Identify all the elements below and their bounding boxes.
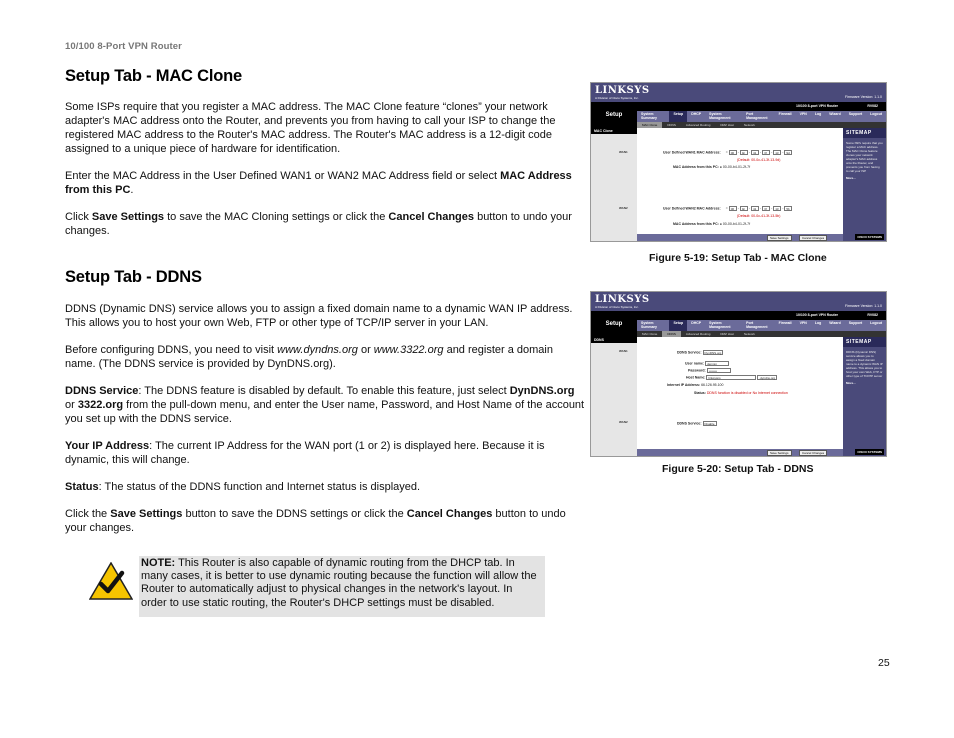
wan2-mac-field-6[interactable]: 5b [784, 206, 792, 211]
note-text: This Router is also capable of dynamic routing from the DHCP tab. In many cases, it is better to use dynamic routing because the function will allow the Router to automatically adjust to physical changes in the network's layout. In order to use static routing, the Router's DHCP settings must be disabled. [141, 557, 537, 609]
more-link[interactable]: More... [846, 176, 856, 180]
wan1-mac-field-4[interactable]: 3f [762, 150, 770, 155]
mac-clone-paragraph-3: Click Save Settings to save the MAC Cloning settings or click the Cancel Changes button to undo your changes. [65, 211, 572, 237]
wan2-label: WAN2 [619, 206, 628, 210]
tab-support[interactable]: Support [848, 321, 863, 325]
product-name: 10/100 8-port VPN Router [796, 104, 839, 108]
running-header: 10/100 8-Port VPN Router [65, 41, 182, 52]
cisco-logo: CISCO SYSTEMS [857, 235, 882, 239]
wan2-label: WAN2 [619, 420, 628, 424]
wan2-mac-field-2[interactable]: 0c [740, 206, 748, 211]
subtab-mac-clone[interactable]: MAC Clone [637, 122, 662, 128]
tab-port-management[interactable]: Port Management [746, 112, 768, 120]
section-title-mac-clone: Setup Tab - MAC Clone [65, 67, 242, 85]
product-name: 10/100 8-port VPN Router [796, 313, 839, 317]
tab-vpn[interactable]: VPN [799, 112, 807, 116]
wan2-mac-field-5[interactable]: 13 [773, 206, 781, 211]
wan2-mac-field-3[interactable]: 41 [751, 206, 759, 211]
checkmark-note-icon [89, 562, 133, 600]
figure-ddns-screenshot [590, 291, 887, 457]
cisco-logo: CISCO SYSTEMS [857, 450, 882, 454]
wan2-default-mac: (Default: 00-0c-41-3f-13-5b) [737, 214, 781, 218]
help-text: Some ISPs require that you register a MAC address. The MAC Clone feature clones your network adapter's MAC address onto the Router, and prevents you from having to call your ISP [846, 141, 883, 173]
hostname-suffix-select[interactable]: .dyndns.org [759, 376, 776, 380]
wan1-mac-field-2[interactable]: 0c [740, 150, 748, 155]
status-row: Status: DDNS function is disabled or No Internet connection [694, 391, 788, 395]
subtab-network[interactable]: Network [743, 332, 755, 336]
tab-logout[interactable]: Logout [870, 112, 882, 116]
password-row: Password: •••••••• [688, 368, 731, 373]
ddns-service-select-wan2[interactable]: Disable [704, 422, 715, 426]
ddns-service-row-wan2: DDNS Service: Disable [677, 421, 715, 426]
router-main-panel [637, 128, 843, 241]
tab-logout[interactable]: Logout [870, 321, 882, 325]
tab-dhcp[interactable]: DHCP [691, 321, 702, 325]
router-nav-bar [591, 102, 886, 128]
wan1-mac-row: User Defined WAN1 MAC Address: ○ 00 - 0c - 41 - 3f - 13 - 9d [663, 150, 792, 155]
cancel-changes-button[interactable]: Cancel Changes [799, 235, 827, 241]
router-header-bar [591, 292, 886, 311]
tab-dhcp[interactable]: DHCP [691, 112, 702, 116]
firmware-version: Firmware Version: 1.1.0 [845, 95, 882, 99]
subtab-mac-clone[interactable]: MAC Clone [642, 332, 658, 336]
subtab-ddns[interactable]: DDNS [662, 331, 681, 337]
hostname-row: Host Name: linksysns .dyndns.org [686, 375, 776, 380]
ddns-body [65, 302, 585, 548]
page-number: 25 [878, 657, 890, 669]
status-value: DDNS function is disabled or No Internet connection [706, 391, 788, 395]
wan1-label: WAN1 [619, 349, 628, 353]
wan1-mac-field-1[interactable]: 00 [729, 150, 737, 155]
subtab-dmz-host[interactable]: DMZ Host [720, 332, 734, 336]
router-footer [637, 449, 843, 456]
tab-setup[interactable]: Setup [669, 111, 687, 122]
tab-wizard[interactable]: Wizard [829, 112, 841, 116]
sitemap-panel [843, 337, 886, 456]
ddns-service-select-wan1[interactable]: DynDNS.org [704, 351, 722, 355]
sidebar-section-ddns: DDNS [591, 337, 637, 343]
tab-port-management[interactable]: Port Management [746, 321, 768, 329]
wan1-default-mac: (Default: 00-0c-41-3f-13-9d) [737, 158, 781, 162]
linksys-logo: LINKSYS A Division of Cisco Systems, Inc. [595, 85, 650, 100]
tab-firewall[interactable]: Firewall [778, 321, 792, 325]
sitemap-link[interactable]: SITEMAP [843, 337, 886, 347]
ddns-paragraph-5: Status: The status of the DDNS function and Internet status is displayed. [65, 481, 421, 493]
help-text: DDNS (Dynamic DNS) service allows you to assign a fixed domain name to a dynamic WAN IP address. This allows you to host your own Web, FTP or other type of TCP/IP server [846, 350, 883, 378]
ddns-paragraph-2: Before configuring DDNS, you need to visit www.dyndns.org or www.3322.org and register a domain name. (The DDNS service is provided by DynDNS.org). [65, 344, 553, 370]
main-tabs [637, 320, 886, 331]
wan2-mac-row: User Defined WAN2 MAC Address: ○ 00 - 0c - 41 - 3f - 13 - 5b [663, 206, 792, 211]
mac-clone-paragraph-1: Some ISPs require that you register a MAC address. The MAC Clone feature “clones” your network adapter's MAC address onto the Router, and prevents you from having to call your ISP to change the registered MAC address to the Router's MAC address. The Router's MAC address is a 12-digit code assigned to a unique piece of hardware for identification. [65, 101, 556, 155]
wan2-pc-mac-row: MAC Address from this PC: ● 00-00-b4-01-2f-7f [673, 222, 751, 226]
wan1-mac-field-6[interactable]: 9d [784, 150, 792, 155]
mac-clone-body [65, 100, 585, 251]
save-settings-button[interactable]: Save Settings [767, 450, 792, 456]
tab-system-summary[interactable]: System Summary [641, 112, 657, 120]
tab-wizard[interactable]: Wizard [829, 321, 841, 325]
ddns-service-row-wan1: DDNS Service: DynDNS.org [677, 350, 722, 355]
tab-system-summary[interactable]: System Summary [641, 321, 657, 329]
username-row: User name: dennsn [685, 361, 729, 366]
username-input[interactable]: dennsn [705, 361, 729, 366]
figure-caption-ddns: Figure 5-20: Setup Tab - DDNS [662, 463, 814, 475]
subtab-advanced-routing[interactable]: Advanced Routing [685, 123, 711, 127]
wan2-mac-field-1[interactable]: 00 [729, 206, 737, 211]
sitemap-panel [843, 128, 886, 241]
tab-system-management[interactable]: System Management [709, 112, 731, 120]
cancel-changes-button[interactable]: Cancel Changes [799, 450, 827, 456]
figure-caption-mac-clone: Figure 5-19: Setup Tab - MAC Clone [649, 252, 827, 264]
hostname-input[interactable]: linksysns [706, 375, 756, 380]
internet-ip-row: Internet IP Address: 66.126.95.100 [667, 383, 724, 387]
ddns-paragraph-6: Click the Save Settings button to save the DDNS settings or click the Cancel Changes button to undo your changes. [65, 508, 566, 534]
ddns-paragraph-3: DDNS Service: The DDNS feature is disabled by default. To enable this feature, just select DynDNS.org or 3322.org from the pull-down menu, and enter the User name, Password, and Host Name of the account you set up with the DDNS service. [65, 385, 585, 425]
ddns-paragraph-4: Your IP Address: The current IP Address for the WAN port (1 or 2) is displayed here. Because it is dynamic, this will change. [65, 440, 545, 466]
internet-ip-value: 66.126.95.100 [701, 383, 724, 387]
router-sidebar [591, 337, 637, 456]
main-tabs [637, 111, 886, 122]
wan1-pc-mac-row: MAC Address from this PC: ● 00-00-b4-01-2f-7f [673, 165, 751, 169]
sitemap-link[interactable]: SITEMAP [843, 128, 886, 138]
wan1-mac-field-5[interactable]: 13 [773, 150, 781, 155]
wan1-label: WAN1 [619, 150, 628, 154]
tab-system-management[interactable]: System Management [709, 321, 731, 329]
subtab-ddns[interactable]: DDNS [667, 123, 676, 127]
firmware-version: Firmware Version: 1.1.0 [845, 304, 882, 308]
subtab-network[interactable]: Network [743, 123, 755, 127]
wan1-mac-field-3[interactable]: 41 [751, 150, 759, 155]
save-settings-button[interactable]: Save Settings [767, 235, 792, 241]
mac-clone-paragraph-2: Enter the MAC Address in the User Defined WAN1 or WAN2 MAC Address field or select MAC Address from this PC. [65, 170, 572, 196]
router-footer [637, 234, 843, 241]
tab-vpn[interactable]: VPN [799, 321, 807, 325]
nav-section-title: Setup [591, 311, 637, 337]
password-input[interactable]: •••••••• [707, 368, 731, 373]
wan2-mac-field-4[interactable]: 3f [762, 206, 770, 211]
router-body [591, 337, 886, 456]
router-body [591, 128, 886, 241]
tab-support[interactable]: Support [848, 112, 863, 116]
figure-mac-clone-screenshot [590, 82, 887, 242]
ddns-paragraph-1: DDNS (Dynamic DNS) service allows you to assign a fixed domain name to a dynamic WAN IP address. This allows you to host your own Web, FTP or other type of TCP/IP server in your LAN. [65, 303, 573, 329]
router-main-panel [637, 337, 843, 456]
section-title-ddns: Setup Tab - DDNS [65, 268, 202, 286]
nav-section-title: Setup [591, 102, 637, 128]
router-header-bar [591, 83, 886, 102]
note-label: NOTE: [141, 557, 176, 569]
sidebar-section-mac-clone: MAC Clone [591, 128, 637, 134]
router-nav-bar [591, 311, 886, 337]
tab-firewall[interactable]: Firewall [778, 112, 792, 116]
model-name: RV082 [867, 104, 878, 108]
tab-setup[interactable]: Setup [669, 320, 687, 331]
subtab-advanced-routing[interactable]: Advanced Routing [685, 332, 711, 336]
tab-log[interactable]: Log [814, 321, 822, 325]
note-box [139, 556, 545, 617]
model-name: RV082 [867, 313, 878, 317]
subtab-dmz-host[interactable]: DMZ Host [720, 123, 734, 127]
more-link[interactable]: More... [846, 381, 856, 385]
router-sidebar [591, 128, 637, 241]
tab-log[interactable]: Log [814, 112, 822, 116]
linksys-logo: LINKSYS A Division of Cisco Systems, Inc. [595, 294, 650, 309]
